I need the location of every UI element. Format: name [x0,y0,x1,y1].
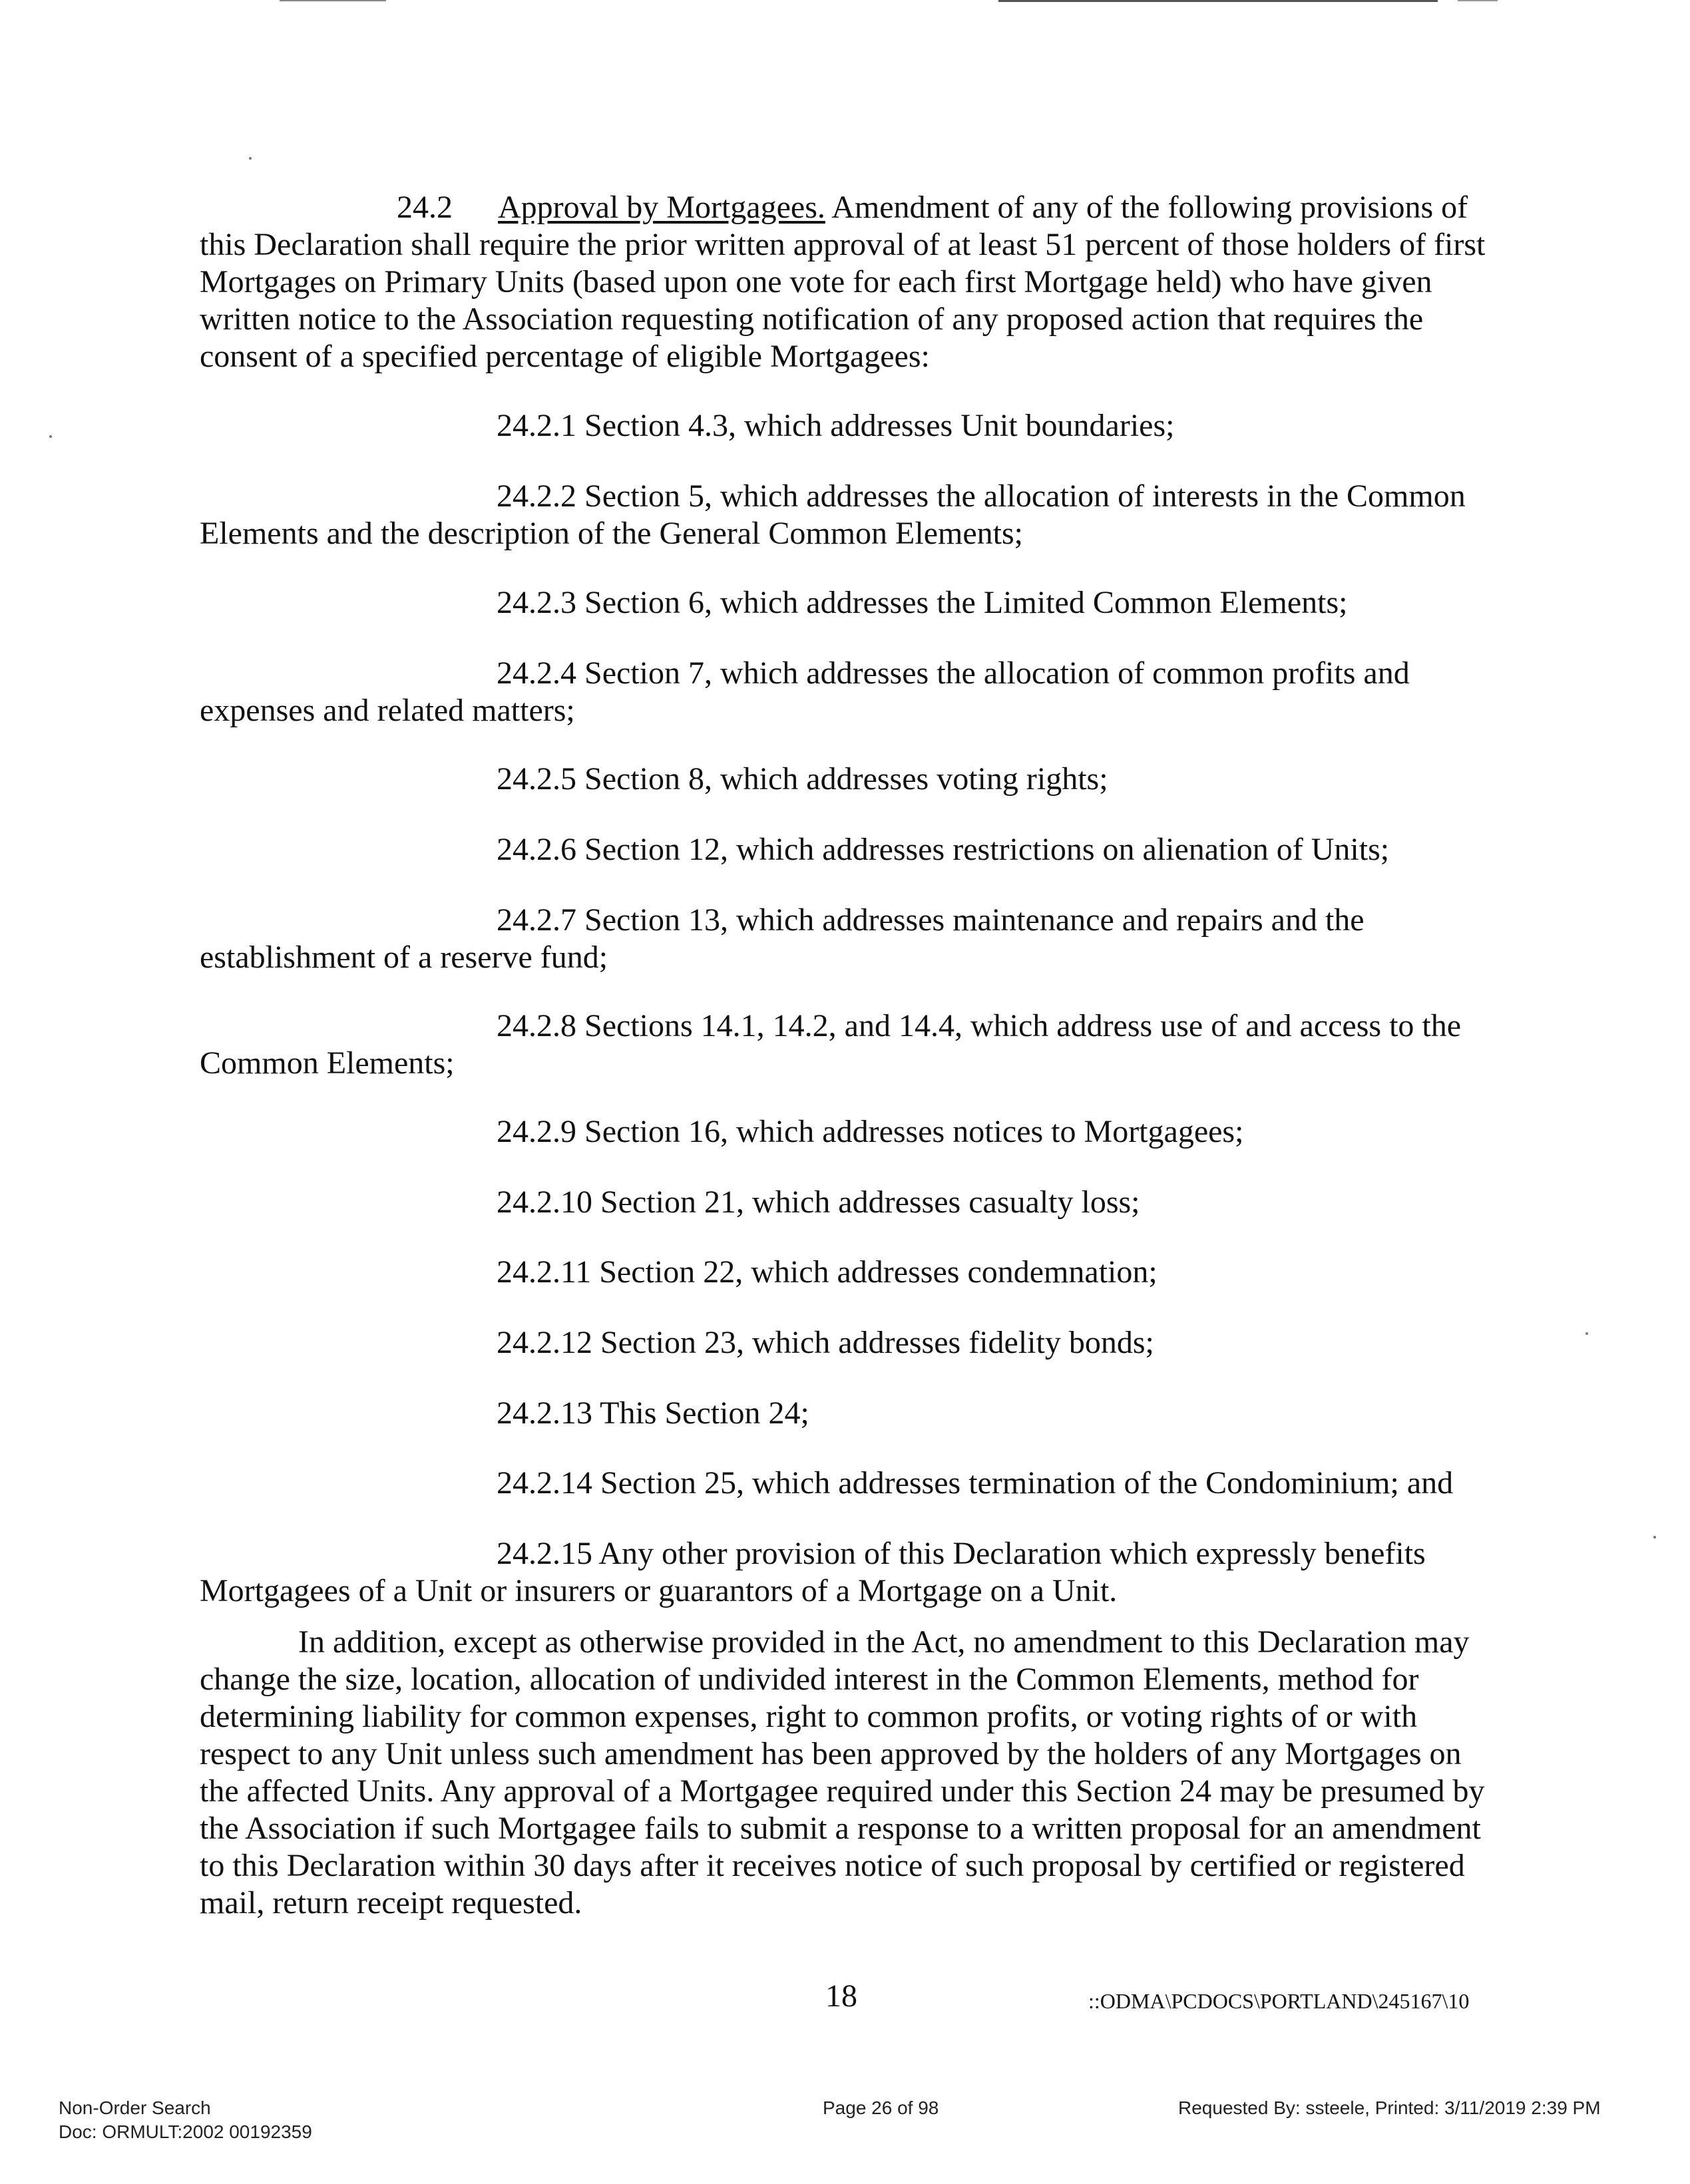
item-text: Section 5, which addresses the allocation of interests in the Common Elements and the description of the General Common Elements; [200,478,1466,551]
footer-left [59,2096,312,2144]
item-number: 24.2.9 [497,1114,576,1149]
list-item [200,1465,1511,1502]
section-24-2-paragraph [200,189,1504,375]
scan-artifact-dot [1585,1332,1588,1335]
list-item [200,761,1511,798]
item-text: Section 12, which addresses restrictions on alienation of Units; [584,832,1390,867]
footer-doc-id: Doc: ORMULT:2002 00192359 [59,2121,312,2142]
scan-artifact-line [1458,0,1498,1]
page-number: 18 [825,1978,857,2014]
list-item [200,831,1511,868]
item-text: Section 22, which addresses condemnation; [599,1254,1158,1290]
scan-artifact-dot [49,435,52,438]
item-text: Section 6, which addresses the Limited Common Elements; [584,585,1348,620]
document-path: ::ODMA\PCDOCS\PORTLAND\245167\10 [1088,1989,1470,2013]
item-number: 24.2.13 [497,1395,592,1431]
scan-artifact-dot [249,157,252,160]
item-number: 24.2.2 [497,478,576,514]
list-item [200,1254,1511,1291]
item-text: Any other provision of this Declaration which expressly benefits Mortgagees of a Unit or insurers or guarantors of a Mortgage on a Unit. [200,1536,1426,1608]
list-item [200,655,1511,729]
item-text: Sections 14.1, 14.2, and 14.4, which address use of and access to the Common Elements; [200,1008,1462,1081]
item-number: 24.2.11 [497,1254,592,1290]
list-item [200,902,1511,976]
item-number: 24.2.15 [497,1536,592,1571]
list-item [200,1324,1511,1362]
item-number: 24.2.3 [497,585,576,620]
footer-search-type: Non-Order Search [59,2097,211,2118]
list-item [200,407,1511,445]
item-number: 24.2.12 [497,1325,592,1360]
item-text: Section 4.3, which addresses Unit boundaries; [584,408,1175,443]
item-text: Section 16, which addresses notices to Mortgagees; [584,1114,1244,1149]
list-item [200,1395,1511,1432]
section-number: 24.2 [397,190,453,225]
item-text: Section 25, which addresses termination of the Condominium; and [600,1465,1454,1501]
item-number: 24.2.8 [497,1008,576,1043]
item-text: This Section 24; [600,1395,809,1431]
list-item [200,1184,1511,1221]
item-text: Section 7, which addresses the allocation of common profits and expenses and related matters; [200,655,1410,728]
item-number: 24.2.6 [497,832,576,867]
footer-page-count: Page 26 of 98 [823,2097,939,2118]
list-item [200,584,1511,622]
section-text: Amendment of any of the following provisions of this Declaration shall require the prior written approval of at least 51 percent of those holders of first Mortgages on Primary Units (based upon one vote for each first Mortgage held) who have given written notice to the Association requesting notification of any proposed action that requires the consent of a specified percentage of eligible Mortgagees: [200,190,1486,374]
item-text: Section 8, which addresses voting rights; [584,761,1108,797]
closing-paragraph: In addition, except as otherwise provided in the Act, no amendment to this Declaration may change the size, location, allocation of undivided interest in the Common Elements, method for determining liability for common expenses, right to common profits, or voting rights of or with respect to any Unit unless such amendment has been approved by the holders of any Mortgages on the affected Units. Any approval of a Mortgagee required under this Section 24 may be presumed by the Association if such Mortgagee fails to submit a response to a written proposal for an amendment to this Declaration within 30 days after it receives notice of such proposal by certified or registered mail, return receipt requested. [200,1624,1485,1920]
item-number: 24.2.1 [497,408,576,443]
item-text: Section 21, which addresses casualty loss; [600,1184,1140,1220]
scan-artifact-line [280,0,386,1]
section-title: Approval by Mortgagees. [498,190,825,225]
list-item [200,1535,1511,1610]
item-number: 24.2.14 [497,1465,592,1501]
scan-artifact-line [998,0,1438,2]
item-number: 24.2.4 [497,655,576,691]
item-text: Section 13, which addresses maintenance and repairs and the establishment of a reserve fund; [200,902,1365,975]
list-item [200,1113,1511,1151]
item-text: Section 23, which addresses fidelity bonds; [600,1325,1154,1360]
list-item [200,1007,1511,1082]
item-number: 24.2.5 [497,761,576,797]
item-number: 24.2.7 [497,902,576,938]
item-number: 24.2.10 [497,1184,592,1220]
footer-requested-by: Requested By: ssteele, Printed: 3/11/2019 2:39 PM [1178,2097,1601,2118]
list-item [200,478,1511,552]
scan-artifact-dot [1653,1536,1656,1539]
